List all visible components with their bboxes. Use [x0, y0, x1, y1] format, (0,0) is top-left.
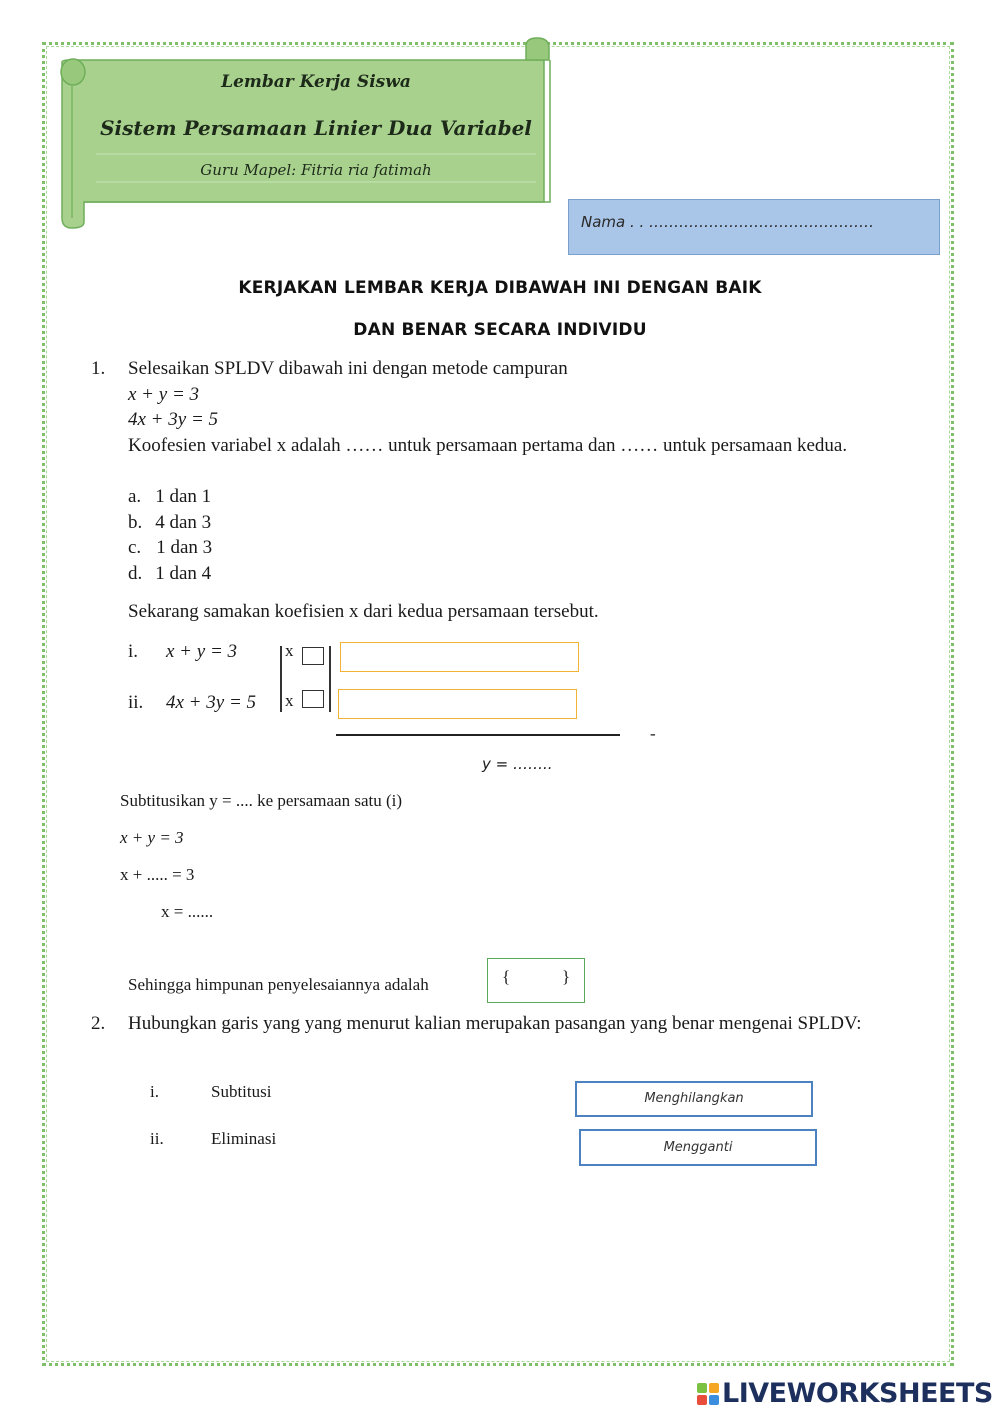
- option-text: 1 dan 3: [156, 537, 213, 558]
- instruction-line-1: KERJAKAN LEMBAR KERJA DIBAWAH INI DENGAN BAIK: [238, 278, 762, 298]
- subtraction-line: [336, 734, 620, 736]
- option-text: 4 dan 3: [155, 512, 212, 533]
- name-field-label: Nama . . ………………………………………: [581, 213, 875, 231]
- banner-teacher: Guru Mapel: Fitria ria fatimah: [200, 161, 432, 179]
- elim-row-2-multiplier-input[interactable]: [302, 690, 324, 708]
- y-result: y = ……..: [482, 755, 553, 773]
- banner-subtitle: Lembar Kerja Siswa: [221, 72, 411, 92]
- q1-question: Koofesien variabel x adalah …… untuk persamaan pertama dan …… untuk persamaan kedua.: [128, 435, 848, 456]
- liveworksheets-logo-icon: [697, 1383, 719, 1405]
- q2-left-1-roman: i.: [150, 1082, 159, 1101]
- q2-prompt: Hubungkan garis yang yang menurut kalian merupakan pasangan yang benar mengenai SPLDV:: [128, 1013, 862, 1034]
- q1-number: 1.: [91, 358, 106, 379]
- q2-right-option-2-text: Mengganti: [663, 1140, 733, 1155]
- q2-right-option-2[interactable]: [579, 1129, 817, 1166]
- sub-line-1: x + y = 3: [120, 828, 184, 847]
- substitute-prompt: Subtitusikan y = .... ke persamaan satu (i): [120, 791, 403, 810]
- q1-option-d[interactable]: [128, 561, 211, 587]
- option-letter: b.: [128, 512, 143, 533]
- banner-title: Sistem Persamaan Linier Dua Variabel: [100, 116, 532, 140]
- brace-close: }: [562, 967, 571, 986]
- solution-prompt: Sehingga himpunan penyelesaiannya adalah: [128, 975, 429, 994]
- q1-equalize-prompt: Sekarang samakan koefisien x dari kedua persamaan tersebut.: [128, 601, 599, 622]
- elim-row-1-answer-input[interactable]: [340, 642, 579, 672]
- q1-prompt: Selesaikan SPLDV dibawah ini dengan metode campuran: [128, 358, 568, 379]
- q2-right-option-1[interactable]: [575, 1081, 813, 1117]
- elim-row-1-multiplier-input[interactable]: [302, 647, 324, 665]
- elim-row-1-mult: x: [285, 641, 294, 660]
- q1-eq1: x + y = 3: [128, 384, 200, 405]
- elim-row-2-answer-input[interactable]: [338, 689, 577, 719]
- option-text: 1 dan 4: [155, 563, 212, 584]
- elim-bracket-left: [280, 646, 282, 712]
- name-field[interactable]: [568, 199, 940, 255]
- elim-row-1-eq: x + y = 3: [166, 641, 238, 662]
- solution-set-box[interactable]: [487, 958, 585, 1003]
- option-letter: a.: [128, 486, 142, 507]
- q2-right-option-1-text: Menghilangkan: [644, 1091, 744, 1106]
- q1-option-c[interactable]: [128, 535, 212, 561]
- elim-row-2-roman: ii.: [128, 692, 144, 713]
- option-letter: c.: [128, 537, 142, 558]
- liveworksheets-brand: LIVEWORKSHEETS: [722, 1378, 993, 1409]
- brace-open: {: [502, 967, 511, 986]
- q1-option-b[interactable]: [128, 510, 211, 536]
- sub-line-3: x = ......: [161, 902, 214, 921]
- sub-line-2: x + ..... = 3: [120, 865, 195, 884]
- q2-left-2-roman: ii.: [150, 1129, 164, 1148]
- elim-row-1-roman: i.: [128, 641, 139, 662]
- instruction-line-2: DAN BENAR SECARA INDIVIDU: [353, 320, 647, 340]
- q2-number: 2.: [91, 1013, 106, 1034]
- elim-row-2-mult: x: [285, 691, 294, 710]
- option-letter: d.: [128, 563, 143, 584]
- q2-left-2-text[interactable]: Eliminasi: [211, 1129, 277, 1148]
- q1-option-a[interactable]: [128, 484, 211, 510]
- q1-eq2: 4x + 3y = 5: [128, 409, 219, 430]
- elim-bracket-right: [329, 646, 331, 712]
- elim-row-2-eq: 4x + 3y = 5: [166, 692, 257, 713]
- q2-left-1-text[interactable]: Subtitusi: [211, 1082, 272, 1101]
- option-text: 1 dan 1: [155, 486, 212, 507]
- minus-sign: -: [650, 724, 656, 743]
